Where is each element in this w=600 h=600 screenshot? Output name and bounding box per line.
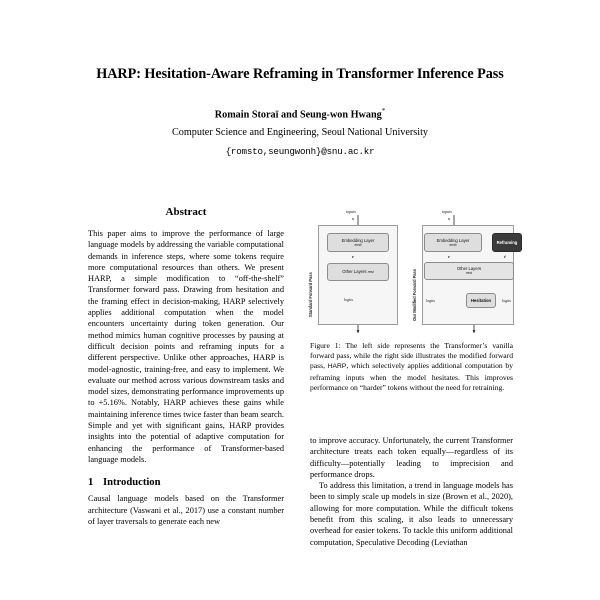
reframing-label: Reframing [496,239,518,245]
hesitation-input-logits-label: logits [426,298,435,303]
author-list [70,107,530,120]
abstract-paragraph: This paper aims to improve the performance of large language models by addressing the variable computational demands in inference steps, where some tokens require more computational resources than others. We present HARP, a simple modification to “off-the-shelf” Transformer forward pass. Drawing from hesitation and the framing effect in decision-making, HARP selectively applies additional computation when the model encounters uncertainty during token generation. Our method mimics human cognitive processes by pausing at difficult decision points and reframing inputs for a different perspective. Unlike other approaches, HARP is model-agnostic, training-free, and easy to implement. We evaluate our method across various downstream tasks and model sizes, demonstrating performance improvements up to +5.16%. Notably, HARP achieves these gains while maintaining inference times twice faster than beam search. Simple and yet with significant gains, HARP provides insights into the potential of adaptive computation for enhancing the performance of Transformer-based language models. [88,229,284,464]
right-embedding-sub: emb [449,242,457,247]
hesitation-label: Hesitation [470,297,492,303]
hesitation-box [466,293,496,308]
left-other-layers-label [342,269,373,274]
figure-caption-acronym: HARP [327,363,347,371]
right-column [310,435,513,548]
right-other-layers-label: Other Layers [456,266,482,272]
right-embedding-layer-box [424,233,482,252]
left-panel-input-label: inputs [346,209,356,214]
left-panel-var-x: x [352,216,354,221]
reframing-box [492,233,522,252]
figure-1-caption [310,341,513,393]
right-panel-input-label: inputs [442,209,452,214]
figure-caption-text-1: The left side represents the Transformer’s vanilla forward pass, while the right side illustrates the modified forward pass, [310,341,513,371]
figure-caption-label: Figure 1: [310,341,341,350]
section-heading-introduction [88,477,284,488]
section-number: 1 [88,477,94,489]
left-panel-output-label: logits [344,297,353,302]
introduction-paragraph: Causal language models based on the Transformer architecture (Vaswani et al., 2017) use a constant number of layer traversals to generate each new [88,494,284,526]
left-embedding-label: Embedding Layer [341,237,375,243]
author-footnote-marker: * [381,107,386,115]
right-panel-side-label: Our Modified Forward Pass [412,269,417,321]
abstract-heading: Abstract [165,206,207,218]
page-title: HARP: Hesitation-Aware Reframing in Transformer Inference Pass [96,66,504,82]
right-column-paragraph-2: To address this limitation, a trend in language models has been to simply scale up models in size (Brown et al., 2020), allowing for more computation. While the difficult tokens benefit from this scaling, it also leads to unnecessary overhead for easier tokens. To tackle this uniform additional computation, Speculative Decoding (Leviathan [310,481,513,547]
left-embedding-sub: emb [354,242,362,247]
figure-1-diagram [306,209,518,336]
hesitation-output-logits-label: logits [502,298,511,303]
figure-caption-text-2: , which selectively applies additional computation by reframing inputs when the model hesitates. This improves performance on “harder” tokens without the need for retraining. [310,361,514,392]
left-column [88,206,284,527]
right-other-layers-box [424,262,514,280]
section-title: Introduction [103,477,161,489]
right-other-layers-sub: rest [466,271,472,276]
right-panel-var-e-prime: é [504,254,506,259]
right-embedding-label: Embedding Layer [436,237,470,243]
right-panel-var-x: x [448,216,450,221]
left-embedding-layer-box [327,233,389,252]
left-other-layers-box [327,263,389,281]
affiliation: Computer Science and Engineering, Seoul National University [171,127,429,138]
left-other-layers-sub: rest [367,270,374,275]
left-panel-var-e: e [352,254,354,259]
contact-email: {romsto,seungwonh}@snu.ac.kr [225,146,375,157]
right-panel-var-e: e [448,254,450,259]
left-other-layers-text: Other Layers [342,269,367,275]
author-names: Romain Storaï and Seung-won Hwang [214,109,382,121]
left-panel-side-label: Standard Forward Pass [308,272,313,317]
right-column-paragraph-1: to improve accuracy. Unfortunately, the current Transformer architecture treats each token equally—regardless of its difficulty—potentially leading to imprecision and performance drops. [310,436,513,479]
